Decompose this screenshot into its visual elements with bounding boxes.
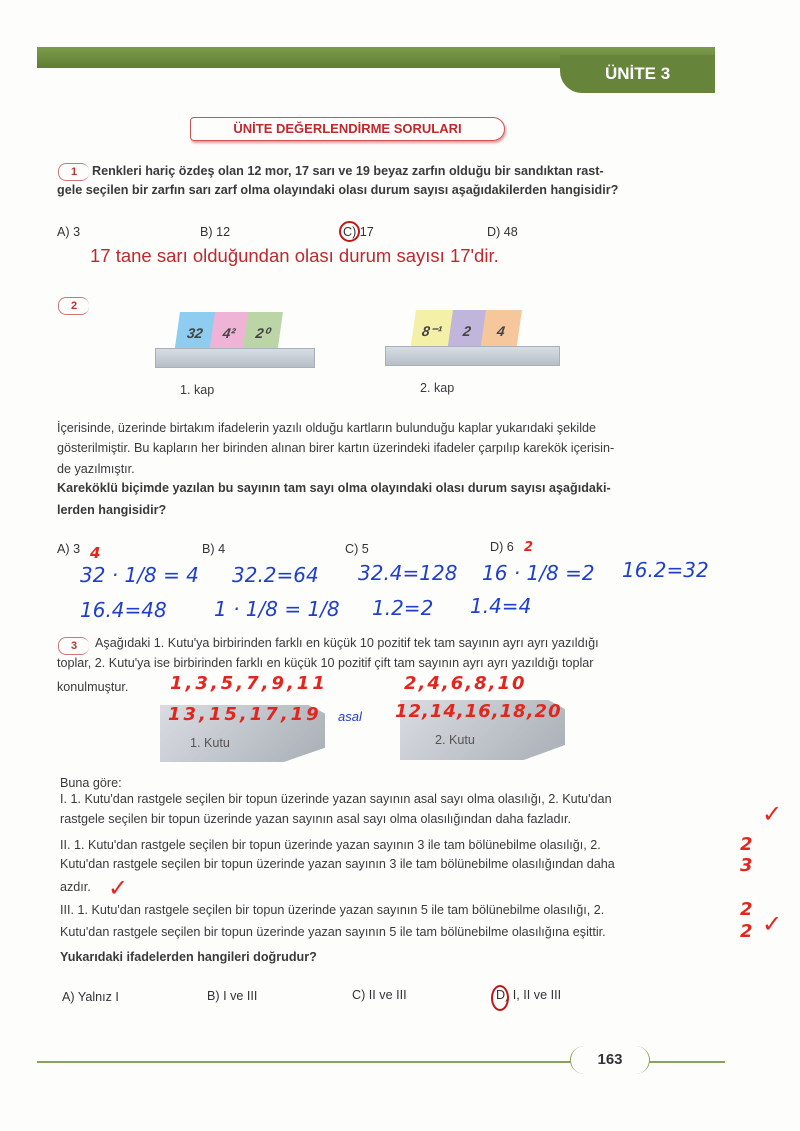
q1-option-b[interactable]: B) 12 [200, 225, 231, 239]
statement-line: II. 1. Kutu'dan rastgele seçilen bir topun üzerinde yazan sayının 3 ile tam bölünebilme olasılığı, 2. [60, 838, 601, 852]
card: 32 [174, 312, 216, 354]
q2-option-c[interactable]: C) 5 [345, 542, 369, 556]
kap2-figure [385, 310, 560, 370]
handwritten-work: 32.4=128 [358, 561, 458, 585]
handwritten-number: 2 [740, 899, 753, 920]
check-mark: ✓ [762, 910, 783, 938]
kap2-label: 2. kap [420, 381, 455, 395]
handwritten-note: asal [338, 709, 362, 724]
unit-label: ÜNİTE 3 [605, 64, 671, 83]
handwritten-work: 32.2=64 [232, 563, 319, 587]
handwritten-numbers: 2,4,6,8,10 [404, 673, 527, 694]
q2-option-d[interactable]: D) 6 [490, 540, 514, 554]
q1-option-d[interactable]: D) 48 [487, 225, 518, 239]
q2-option-b[interactable]: B) 4 [202, 542, 226, 556]
section-title-pill [190, 117, 505, 141]
handwritten-work: 32 · 1/8 = 4 [80, 563, 199, 587]
box-2-label: 2. Kutu [435, 733, 475, 747]
page-number-pill [570, 1046, 650, 1074]
q2-paragraph-line: gösterilmiştir. Bu kapların her birinden alınan birer kartın üzerindeki ifadeler çarpılıp karekök içerisin- [57, 441, 615, 455]
handwritten-work: 1 · 1/8 = 1/8 [214, 597, 340, 621]
card: 4² [209, 312, 249, 354]
statement-line: rastgele seçilen bir topun üzerinde yazan sayının asal sayı olma olasılığından daha fazladır. [60, 812, 572, 826]
q3-intro-line: Aşağıdaki 1. Kutu'ya birbirinden farklı en küçük 10 pozitif tek tam sayının ayrı ayrı yazıldığı [95, 636, 599, 650]
q2-question-line: Kareköklü biçimde yazılan bu sayının tam sayı olma olayındaki olası durum sayısı aşağıdaki- [57, 481, 611, 495]
tray [385, 346, 560, 366]
selected-answer-circle [491, 985, 509, 1011]
handwritten-mark: 2 [524, 540, 534, 555]
q3-intro-line: konulmuştur. [57, 680, 129, 694]
kap1-label: 1. kap [180, 383, 215, 397]
statement-line: azdır. [60, 880, 91, 894]
q3-intro-line: toplar, 2. Kutu'ya ise birbirinden farklı en küçük 10 pozitif çift tam sayının ayrı ayrı yazıldığı toplar [57, 656, 594, 670]
q3-option-a[interactable]: A) Yalnız I [62, 990, 119, 1004]
q2-question-line: lerden hangisidir? [57, 503, 167, 517]
check-mark: ✓ [762, 800, 783, 828]
q3-question: Yukarıdaki ifadelerden hangileri doğrudur? [60, 950, 317, 964]
buna-gore: Buna göre: [60, 776, 122, 790]
kap1-figure [155, 312, 315, 372]
section-title: ÜNİTE DEĞERLENDİRME SORULARI [233, 121, 462, 136]
handwritten-mark: 4 [90, 544, 101, 562]
handwritten-number: 2 [740, 921, 753, 942]
handwritten-work: 16.2=32 [622, 558, 709, 582]
q1-solution: 17 tane sarı olduğundan olası durum sayısı 17'dir. [90, 245, 499, 266]
statement-line: Kutu'dan rastgele seçilen bir topun üzerinde yazan sayının 3 ile tam bölünebilme olasılığından daha [60, 857, 615, 871]
handwritten-numbers: 12,14,16,18,20 [395, 701, 562, 722]
q1-text-line: gele seçilen bir zarfın sarı zarf olma olayındaki olası durum sayısı aşağıdakilerden hangisidir? [57, 183, 619, 197]
statement-line: Kutu'dan rastgele seçilen bir topun üzerinde yazan sayının 5 ile tam bölünebilme olasılığına eşittir. [60, 925, 606, 939]
q3-option-d[interactable]: D) I, II ve III [496, 988, 562, 1002]
handwritten-numbers: 13,15,17,19 [168, 704, 322, 725]
handwritten-work: 16 · 1/8 =2 [482, 561, 595, 585]
q1-option-a[interactable]: A) 3 [57, 225, 81, 239]
tray [155, 348, 315, 368]
handwritten-work: 1.4=4 [470, 594, 532, 618]
question-number-badge: 2 [58, 297, 89, 315]
card: 2⁰ [242, 312, 283, 354]
selected-answer-circle [339, 221, 360, 242]
q3-option-c[interactable]: C) II ve III [352, 988, 407, 1002]
statement-line: III. 1. Kutu'dan rastgele seçilen bir topun üzerinde yazan sayının 5 ile tam bölünebilme olasılığı, 2. [60, 903, 605, 917]
handwritten-number: 3 [740, 855, 753, 876]
q2-paragraph-line: İçerisinde, üzerinde birtakım ifadelerin yazılı olduğu kartların bulunduğu kaplar yukarıdaki şekilde [57, 421, 597, 435]
q1-text-line: Renkleri hariç özdeş olan 12 mor, 17 sarı ve 19 beyaz zarfın olduğu bir sandıktan rast- [92, 164, 604, 178]
card: 8⁻¹ [410, 310, 454, 352]
question-number-badge: 1 [58, 163, 89, 181]
handwritten-work: 1.2=2 [372, 596, 434, 620]
q2-option-a[interactable]: A) 3 [57, 542, 81, 556]
page-number: 163 [597, 1051, 623, 1068]
box-1-label: 1. Kutu [190, 736, 230, 750]
check-mark: ✓ [108, 874, 129, 902]
handwritten-work: 16.4=48 [80, 598, 167, 622]
card: 2 [447, 310, 487, 352]
q1-option-c[interactable]: C) 17 [343, 225, 374, 239]
card: 4 [480, 310, 522, 352]
handwritten-number: 2 [740, 834, 753, 855]
handwritten-numbers: 1,3,5,7,9,11 [170, 673, 328, 694]
question-number-badge: 3 [58, 637, 89, 655]
q2-paragraph-line: de yazılmıştır. [57, 462, 135, 476]
statement-line: I. 1. Kutu'dan rastgele seçilen bir topun üzerinde yazan sayının asal sayı olma olasılığı, 2. Kutu'dan [60, 792, 612, 806]
q3-option-b[interactable]: B) I ve III [207, 989, 258, 1003]
